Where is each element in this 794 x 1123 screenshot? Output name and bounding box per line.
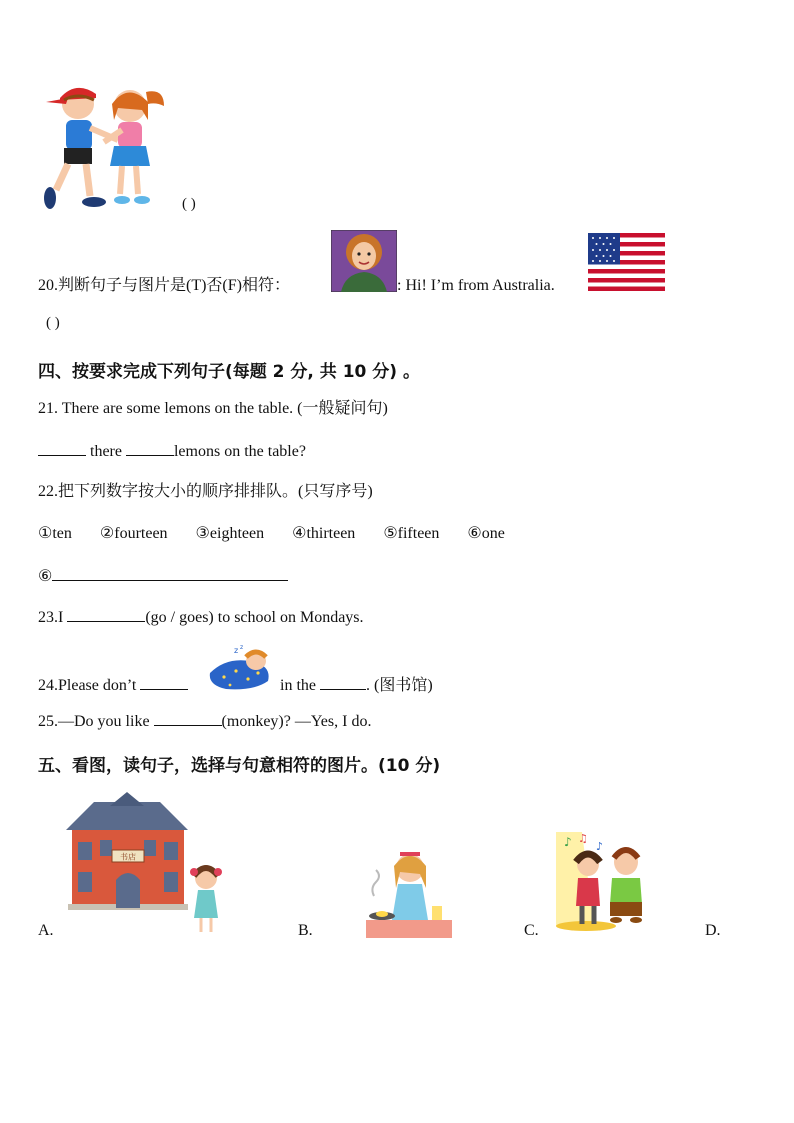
svg-text:♪: ♪ (596, 840, 604, 853)
choice-d-label[interactable]: D. (705, 922, 721, 939)
svg-text:♫: ♫ (578, 832, 588, 845)
q22-option: ③eighteen (195, 525, 265, 542)
q21-blank-2[interactable] (126, 441, 174, 456)
q22-answer-blank[interactable] (52, 566, 288, 581)
q20-sentence: : Hi! I’m from Australia. (397, 277, 555, 294)
usa-flag-image (588, 233, 665, 291)
q23-end: (go / goes) to school on Mondays. (145, 609, 364, 626)
q25-blank[interactable] (154, 711, 222, 726)
q19-answer-paren[interactable]: ( ) (182, 196, 196, 212)
q22-option: ①ten (38, 525, 72, 542)
q25-line (38, 711, 371, 732)
library-building-image (64, 792, 228, 936)
q21-blank-1[interactable] (38, 441, 86, 456)
svg-text:z: z (240, 644, 244, 651)
q25-start: 25.—Do you like (38, 713, 150, 730)
q21-answer-line (38, 441, 306, 462)
library-sign-text: 书店 (120, 852, 136, 862)
q24-end: . (图书馆) (366, 677, 433, 694)
q22-answer-start: ⑥ (38, 568, 53, 585)
svg-text:♪: ♪ (564, 835, 572, 849)
q20-answer-paren[interactable]: ( ) (46, 315, 60, 331)
q24-blank-1[interactable] (140, 675, 188, 690)
singing-children-image (552, 832, 648, 932)
q23-line (38, 607, 364, 628)
q24-mid: in the (280, 677, 316, 694)
q22-option: ⑥one (467, 525, 505, 542)
svg-text:z: z (234, 646, 239, 655)
q22-answer-line (38, 566, 288, 587)
q21-answer-end: lemons on the table? (173, 443, 306, 460)
q20-prompt: 20.判断句子与图片是(T)否(F)相符： (38, 277, 290, 294)
q24-start: 24.Please don’t (38, 677, 137, 694)
section5-heading: 五、看图，读句子，选择与句意相符的图片。(10 分) (38, 756, 441, 776)
q20-line (38, 276, 290, 296)
q24-blank-2[interactable] (320, 675, 366, 690)
q22-option: ⑤fifteen (383, 525, 440, 542)
q25-end: (monkey)? —Yes, I do. (221, 713, 372, 730)
section4-heading: 四、按要求完成下列句子(每题 2 分, 共 10 分) 。 (38, 362, 420, 382)
q22-options (38, 524, 529, 544)
sleeping-child-icon (206, 643, 274, 693)
cooking-girl-image (362, 848, 456, 938)
q24-line (38, 675, 188, 696)
q21-word-there: there (90, 443, 122, 460)
woman-portrait-image (331, 230, 397, 292)
choice-b-label[interactable]: B. (298, 922, 313, 939)
q22-option: ④thirteen (292, 525, 356, 542)
q22-prompt: 22.把下列数字按大小的顺序排排队。(只写序号) (38, 483, 373, 500)
choice-c-label[interactable]: C. (524, 922, 539, 939)
choice-a-label[interactable]: A. (38, 922, 54, 939)
q23-blank[interactable] (67, 607, 145, 622)
q24-line-end (280, 675, 433, 696)
two-children-illustration (38, 80, 173, 212)
q22-option: ②fourteen (99, 525, 168, 542)
q23-start: 23.I (38, 609, 64, 626)
q21-prompt: 21. There are some lemons on the table. (一般疑问句) (38, 400, 388, 417)
